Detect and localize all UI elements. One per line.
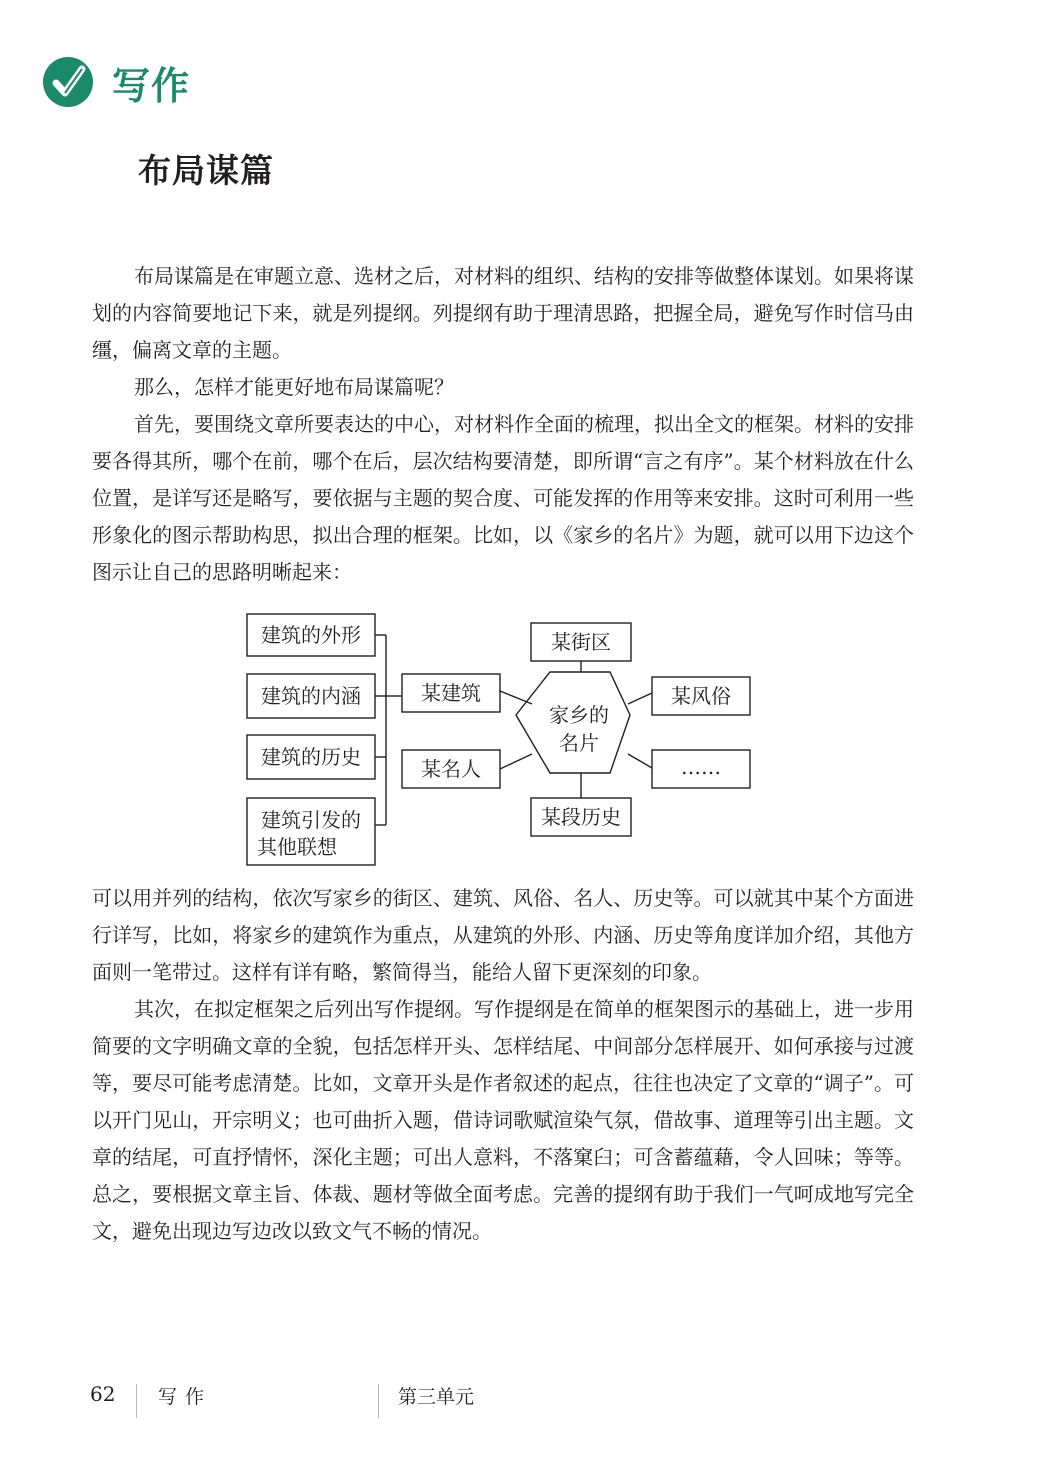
aspect-label-3: 建筑的历史 (261, 745, 361, 769)
footer-divider (136, 1384, 137, 1418)
page-number: 62 (90, 1382, 116, 1406)
footer-divider (378, 1384, 379, 1418)
aspect-label-4-line2: 其他联想 (257, 835, 337, 859)
paragraph-intro: 布局谋篇是在审题立意、选材之后，对材料的组织、结构的安排等做整体谋划。如果将谋划的内容简要地记下来，就是列提纲。列提纲有助于理清思路，把握全局，避免写作时信马由缰，偏离文章的主题。 (92, 264, 914, 362)
branch-label-right-upper: 某风俗 (671, 684, 731, 708)
section-label: 写作 (112, 63, 191, 108)
paragraph-question: 那么，怎样才能更好地布局谋篇呢？ (134, 375, 454, 399)
branch-label-top: 某街区 (551, 630, 611, 654)
section-header (42, 50, 190, 114)
aspect-label-1: 建筑的外形 (261, 623, 361, 647)
paragraph-first-step: 首先，要围绕文章所要表达的中心，对材料作全面的梳理，拟出全文的框架。材料的安排要各得其所，哪个在前，哪个在后，层次结构要清楚，即所谓“言之有序”。某个材料放在什么位置，是详写还是略写，要依据与主题的契合度、可能发挥的作用等来安排。这时可利用一些形象化的图示帮助构思，拟出合理的框架。比如，以《家乡的名片》为题，就可以用下边这个图示让自己的思路明晰起来： (92, 412, 914, 584)
footer-unit: 第三单元 (398, 1386, 475, 1408)
branch-label-left-lower: 某名人 (421, 757, 481, 781)
branch-label-right-lower: …… (681, 755, 721, 779)
branch-label-bottom: 某段历史 (541, 805, 621, 829)
branch-label-left-upper: 某建筑 (421, 681, 481, 705)
center-label-line1: 家乡的 (549, 703, 609, 727)
page-title: 布局谋篇 (138, 151, 274, 190)
aspect-label-2: 建筑的内涵 (261, 684, 361, 708)
footer-section: 写作 (158, 1386, 213, 1408)
paragraph-diagram-explanation: 可以用并列的结构，依次写家乡的街区、建筑、风俗、名人、历史等。可以就其中某个方面进行详写，比如，将家乡的建筑作为重点，从建筑的外形、内涵、历史等角度详加介绍，其他方面则一笔带过。这样有详有略，繁简得当，能给人留下更深刻的印象。 (92, 886, 914, 984)
paragraph-second-step: 其次，在拟定框架之后列出写作提纲。写作提纲是在简单的框架图示的基础上，进一步用简要的文字明确文章的全貌，包括怎样开头、怎样结尾、中间部分怎样展开、如何承接与过渡等，要尽可能考虑清楚。比如，文章开头是作者叙述的起点，往往也决定了文章的“调子”。可以开门见山，开宗明义；也可曲折入题，借诗词歌赋渲染气氛，借故事、道理等引出主题。文章的结尾，可直抒情怀，深化主题；可出人意料，不落窠臼；可含蓄蕴藉，令人回味；等等。总之，要根据文章主旨、体裁、题材等做全面考虑。完善的提纲有助于我们一气呵成地写完全文，避免出现边写边改以致文气不畅的情况。 (92, 997, 914, 1243)
aspect-label-4-line1: 建筑引发的 (261, 808, 361, 832)
pen-checkmark-icon (42, 56, 94, 108)
center-label-line2: 名片 (559, 731, 599, 755)
outline-diagram (238, 604, 758, 870)
